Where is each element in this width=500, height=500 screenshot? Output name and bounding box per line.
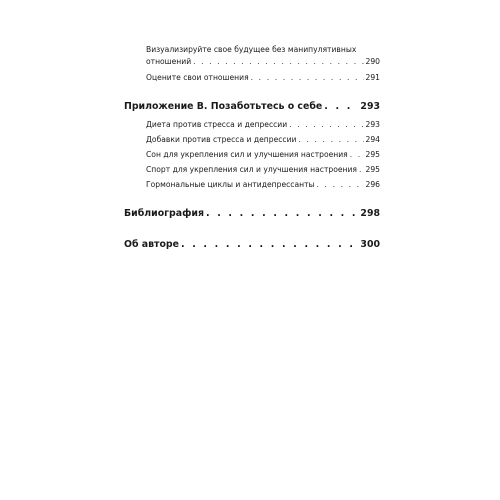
toc-entry-title: Диета против стресса и депрессии: [146, 120, 288, 129]
toc-entry-appendix-v: [124, 100, 380, 113]
toc-entry-title: Спорт для укрепления сил и улучшения настроения: [146, 165, 357, 174]
dot-leader: [324, 100, 358, 113]
toc-entry-about-author: [124, 238, 380, 251]
toc-entry-title: Добавки против стресса и депрессии: [146, 135, 297, 144]
toc-entry-title: Приложение В. Позаботьтесь о себе: [124, 101, 323, 112]
toc-entry-diet: [124, 119, 380, 131]
toc-entry-page: 296: [365, 180, 380, 189]
dot-leader: [206, 207, 358, 220]
toc-entry-evaluate: [124, 72, 380, 84]
toc-entry-title-line2: отношений: [146, 57, 192, 66]
toc-entry-page: 298: [360, 208, 380, 219]
dot-leader: [181, 238, 358, 251]
dot-leader: [350, 149, 364, 161]
dot-leader: [251, 72, 364, 84]
toc-entry-page: 293: [360, 101, 380, 112]
dot-leader: [193, 56, 363, 68]
toc-entry-page: 300: [360, 239, 380, 250]
toc-entry-sleep: [124, 149, 380, 161]
dot-leader: [317, 179, 364, 191]
table-of-contents: [124, 44, 380, 251]
toc-entry-title-line1: Визуализируйте свое будущее без манипулятивных: [146, 45, 357, 54]
toc-entry-hormones: [124, 179, 380, 191]
toc-entry-sport: [124, 164, 380, 176]
toc-entry-visualize: [124, 44, 380, 68]
toc-entry-page: 295: [365, 165, 380, 174]
toc-entry-page: 291: [365, 73, 380, 82]
toc-entry-supplements: [124, 134, 380, 146]
toc-entry-title: Об авторе: [124, 239, 179, 250]
toc-entry-page: 293: [365, 120, 380, 129]
toc-entry-page: 290: [365, 57, 380, 66]
dot-leader: [298, 134, 363, 146]
toc-entry-page: 294: [365, 135, 380, 144]
toc-entry-title: Оцените свои отношения: [146, 73, 249, 82]
toc-entry-line: [124, 56, 380, 68]
toc-entry-page: 295: [365, 150, 380, 159]
dot-leader: [359, 164, 364, 176]
dot-leader: [289, 119, 363, 131]
toc-entry-title: Сон для укрепления сил и улучшения настроения: [146, 150, 348, 159]
toc-entry-bibliography: [124, 207, 380, 220]
toc-entry-title: Гормональные циклы и антидепрессанты: [146, 180, 315, 189]
toc-entry-title: Библиография: [124, 208, 204, 219]
